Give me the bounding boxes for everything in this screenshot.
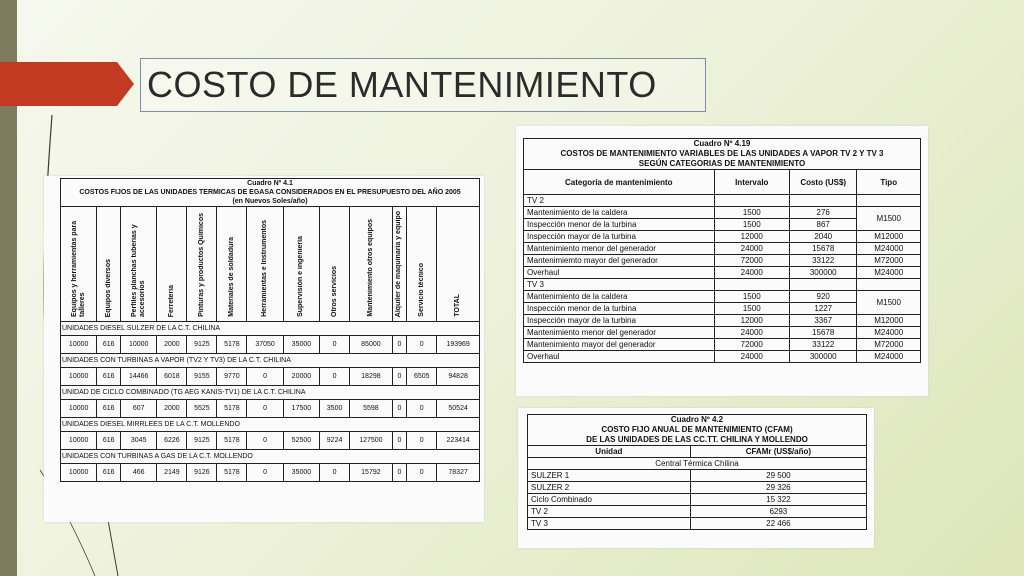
table1-cell: 0	[392, 400, 407, 418]
table3-value: 6293	[690, 506, 866, 518]
table2-row	[524, 207, 921, 219]
table3-caption	[528, 415, 867, 446]
table1-column-header	[247, 207, 283, 322]
table3-row	[528, 470, 867, 482]
table2-category: Overhaul	[524, 267, 715, 279]
table1-cell: 0	[392, 368, 407, 386]
table1-value-row	[61, 464, 480, 482]
table2-caption	[524, 139, 921, 170]
table2-category: Inspección mayor de la turbina	[524, 231, 715, 243]
table2-interval: 24000	[714, 351, 789, 363]
table1-cell: 0	[407, 336, 437, 354]
table1-caption-line: Cuadro Nº 4.1	[247, 180, 293, 187]
table2-row	[524, 255, 921, 267]
table1-group-row	[61, 450, 480, 464]
table2-row	[524, 351, 921, 363]
table2-interval: 1500	[714, 291, 789, 303]
table1-value-row	[61, 432, 480, 450]
table1-cell: 10000	[121, 336, 157, 354]
table3-header-row	[528, 446, 867, 458]
table1-cell: 0	[247, 400, 283, 418]
table2-section-label: TV 2	[524, 195, 715, 207]
table1-value-row	[61, 368, 480, 386]
table1-column-header	[217, 207, 247, 322]
table1-cell: 2000	[157, 336, 187, 354]
table1-column-header	[187, 207, 217, 322]
table1-column-header	[350, 207, 393, 322]
table2-header-row	[524, 170, 921, 195]
table1-column-header-text: Otros servicios	[330, 266, 338, 317]
table2-cost: 300000	[789, 351, 856, 363]
table3-caption-line: Cuadro Nº 4.2	[670, 415, 724, 424]
table2-section-row	[524, 279, 921, 291]
table3-value: 22 466	[690, 518, 866, 530]
table1-cell: 616	[97, 464, 121, 482]
table3-value: 29 326	[690, 482, 866, 494]
table1-column-header	[61, 207, 97, 322]
table1-cell: 85000	[350, 336, 393, 354]
table1-cell: 15792	[350, 464, 393, 482]
table2-type: M72000	[857, 255, 921, 267]
table2-row	[524, 267, 921, 279]
table1-cell: 9770	[217, 368, 247, 386]
table2-section-label: TV 3	[524, 279, 715, 291]
table1-column-header-text: Pinturas y productos Químicos	[197, 213, 205, 317]
table1-cell: 10000	[61, 464, 97, 482]
table2-cost: 1227	[789, 303, 856, 315]
table1-cell: 9126	[187, 464, 217, 482]
table1-value-row	[61, 336, 480, 354]
table2-category: Inspección menor de la turbina	[524, 219, 715, 231]
table1-group-row	[61, 418, 480, 432]
table1-cell: 5525	[187, 400, 217, 418]
table2-cost: 276	[789, 207, 856, 219]
table1-column-header	[283, 207, 319, 322]
table2-category: Mantenimiento menor del generador	[524, 243, 715, 255]
table2-caption-line: COSTOS DE MANTENIMIENTO VARIABLES DE LAS UNIDADES A VAPOR TV 2 Y TV 3	[560, 149, 884, 158]
table2-cost: 920	[789, 291, 856, 303]
table1-cell: 9224	[320, 432, 350, 450]
fixed-costs-table-image	[44, 176, 484, 522]
table2-category: Mantenimiento de la caldera	[524, 207, 715, 219]
table1-group-label: UNIDAD DE CICLO COMBINADO (TG AEG KANIS-TV1) DE LA C.T. CHILINA	[61, 386, 480, 400]
table1-cell: 5178	[217, 336, 247, 354]
table1-cell: 18298	[350, 368, 393, 386]
table2-row	[524, 327, 921, 339]
table2-category: Mantenimiento menor del generador	[524, 327, 715, 339]
table1-cell: 10000	[61, 400, 97, 418]
table1-column-header-text: Herramientas e Instrumentos	[261, 220, 269, 317]
table1-cell: 10000	[61, 336, 97, 354]
table3-value: 15 322	[690, 494, 866, 506]
table1-column-header	[121, 207, 157, 322]
table1-column-header-text: Perfiles planchas tuberias y accesorios	[130, 224, 146, 317]
table2-cost: 2040	[789, 231, 856, 243]
table2-caption-line: Cuadro Nº 4.19	[693, 139, 751, 148]
table1-column-header	[437, 207, 480, 322]
table2-cell	[789, 279, 856, 291]
table1-group-row	[61, 322, 480, 336]
table1-column-header-text: Ferreteria	[167, 284, 175, 317]
table1-cell: 0	[247, 464, 283, 482]
table1-cell: 5178	[217, 400, 247, 418]
table1-cell: 0	[392, 432, 407, 450]
table2-row	[524, 231, 921, 243]
table1-cell: 6018	[157, 368, 187, 386]
title-arrow-shape	[0, 62, 134, 106]
annual-fixed-cost-table	[527, 414, 867, 530]
table1-column-header-text: Servicio técnico	[417, 263, 425, 317]
table3-row	[528, 482, 867, 494]
table1-column-header	[97, 207, 121, 322]
table1-column-header-text: Alquiler de maquinaria y equipo	[395, 210, 403, 317]
table3-section-row	[528, 458, 867, 470]
table2-cost: 33122	[789, 339, 856, 351]
table1-cell: 78327	[437, 464, 480, 482]
table2-interval: 12000	[714, 231, 789, 243]
table2-row	[524, 315, 921, 327]
table1-cell: 0	[392, 336, 407, 354]
variable-costs-table	[523, 138, 921, 363]
table2-row	[524, 339, 921, 351]
table1-cell: 0	[392, 464, 407, 482]
table1-caption	[61, 179, 480, 207]
table2-interval: 24000	[714, 267, 789, 279]
table1-cell: 0	[407, 432, 437, 450]
table2-interval: 1500	[714, 303, 789, 315]
table1-cell: 2149	[157, 464, 187, 482]
table1-header-row	[61, 207, 480, 322]
table2-cost: 3367	[789, 315, 856, 327]
table1-cell: 6505	[407, 368, 437, 386]
table2-interval: 12000	[714, 315, 789, 327]
table1-group-row	[61, 386, 480, 400]
table2-cell	[789, 195, 856, 207]
table2-cost: 33122	[789, 255, 856, 267]
table3-unit: TV 2	[528, 506, 691, 518]
table2-type: M12000	[857, 315, 921, 327]
table2-cost: 867	[789, 219, 856, 231]
table2-category: Mantenimiento mayor del generador	[524, 339, 715, 351]
table3-unit: SULZER 2	[528, 482, 691, 494]
table2-caption-line: SEGÚN CATEGORIAS DE MANTENIMIENTO	[638, 159, 806, 168]
table2-cell	[714, 279, 789, 291]
table2-cost: 15678	[789, 327, 856, 339]
table1-column-header-text: Supervisión e ingeniería	[297, 236, 305, 317]
table2-header: Categoría de mantenimiento	[524, 170, 715, 195]
table1-cell: 37050	[247, 336, 283, 354]
table2-type: M24000	[857, 267, 921, 279]
table1-cell: 9125	[187, 432, 217, 450]
table1-group-label: UNIDADES CON TURBINAS A VAPOR (TV2 Y TV3) DE LA C.T. CHILINA	[61, 354, 480, 368]
table2-type: M12000	[857, 231, 921, 243]
table2-cell	[857, 279, 921, 291]
table1-group-label: UNIDADES DIESEL MIRRLEES DE LA C.T. MOLLENDO	[61, 418, 480, 432]
table1-cell: 0	[320, 464, 350, 482]
table1-column-header-text: Equipos y herramientas para talleres	[70, 220, 86, 317]
table1-cell: 223414	[437, 432, 480, 450]
table1-cell: 127500	[350, 432, 393, 450]
table1-cell: 9155	[187, 368, 217, 386]
table3-header: Unidad	[528, 446, 691, 458]
table1-cell: 52500	[283, 432, 319, 450]
table1-cell: 3045	[121, 432, 157, 450]
table1-group-label: UNIDADES DIESEL SULZER DE LA C.T. CHILINA	[61, 322, 480, 336]
table1-cell: 5178	[217, 464, 247, 482]
table2-interval: 1500	[714, 207, 789, 219]
table2-type: M72000	[857, 339, 921, 351]
table1-cell: 9125	[187, 336, 217, 354]
table1-cell: 0	[407, 464, 437, 482]
table2-cell	[857, 195, 921, 207]
slide-title: COSTO DE MANTENIMIENTO	[147, 64, 657, 105]
table1-cell: 193969	[437, 336, 480, 354]
table3-row	[528, 494, 867, 506]
table1-caption-line: COSTOS FIJOS DE LAS UNIDADES TERMICAS DE EGASA CONSIDERADOS EN EL PRESUPUESTO DEL AÑO 2005	[79, 189, 461, 196]
table2-cost: 15678	[789, 243, 856, 255]
table1-column-header-text: Materiales de soldadura	[227, 237, 235, 317]
table3-section-label: Central Térmica Chilina	[528, 458, 867, 470]
table3-row	[528, 506, 867, 518]
table2-row	[524, 291, 921, 303]
annual-fixed-cost-table-image	[518, 408, 874, 548]
table2-category: Overhaul	[524, 351, 715, 363]
table1-cell: 3500	[320, 400, 350, 418]
table2-type: M24000	[857, 351, 921, 363]
table1-cell: 0	[407, 400, 437, 418]
table2-type: M24000	[857, 243, 921, 255]
table1-cell: 466	[121, 464, 157, 482]
table2-category: Inspección mayor de la turbina	[524, 315, 715, 327]
table2-interval: 24000	[714, 327, 789, 339]
table3-value: 29 500	[690, 470, 866, 482]
table1-group-row	[61, 354, 480, 368]
table1-cell: 0	[247, 368, 283, 386]
table2-category: Mantenimiemto mayor del generador	[524, 255, 715, 267]
table1-caption-line: (en Nuevos Soles/año)	[232, 198, 308, 205]
table1-cell: 94828	[437, 368, 480, 386]
table3-caption-line: DE LAS UNIDADES DE LAS CC.TT. CHILINA Y MOLLENDO	[586, 435, 808, 444]
table1-value-row	[61, 400, 480, 418]
table3-caption-line: COSTO FIJO ANUAL DE MANTENIMIENTO (CFAM)	[601, 425, 793, 434]
table2-section-row	[524, 195, 921, 207]
table1-cell: 0	[247, 432, 283, 450]
table1-cell: 616	[97, 432, 121, 450]
table1-cell: 616	[97, 400, 121, 418]
table2-header: Tipo	[857, 170, 921, 195]
table1-cell: 6226	[157, 432, 187, 450]
table1-cell: 14466	[121, 368, 157, 386]
table2-row	[524, 243, 921, 255]
table2-header: Costo (US$)	[789, 170, 856, 195]
table2-header: Intervalo	[714, 170, 789, 195]
table2-interval: 72000	[714, 255, 789, 267]
table2-category: Inspección menor de la turbina	[524, 303, 715, 315]
table1-cell: 607	[121, 400, 157, 418]
table1-cell: 35000	[283, 336, 319, 354]
table2-category: Mantenimiento de la caldera	[524, 291, 715, 303]
table1-cell: 5598	[350, 400, 393, 418]
table1-cell: 616	[97, 368, 121, 386]
table1-cell: 10000	[61, 368, 97, 386]
table3-header: CFAMr (US$/año)	[690, 446, 866, 458]
table1-cell: 35000	[283, 464, 319, 482]
table2-cost: 300000	[789, 267, 856, 279]
table2-type: M1500	[857, 291, 921, 315]
fixed-costs-table	[60, 178, 480, 482]
table1-column-header-text: Mantenimiento otros equipos	[366, 219, 374, 317]
table1-cell: 2000	[157, 400, 187, 418]
table1-column-header	[157, 207, 187, 322]
table1-cell: 5178	[217, 432, 247, 450]
table1-column-header	[320, 207, 350, 322]
table3-unit: TV 3	[528, 518, 691, 530]
table1-cell: 20000	[283, 368, 319, 386]
table1-column-header-text: Equipos diversos	[104, 258, 112, 317]
table3-unit: SULZER 1	[528, 470, 691, 482]
table2-cell	[714, 195, 789, 207]
table1-cell: 10000	[61, 432, 97, 450]
table2-interval: 72000	[714, 339, 789, 351]
variable-costs-table-image	[516, 126, 928, 396]
table2-interval: 24000	[714, 243, 789, 255]
table1-column-header	[407, 207, 437, 322]
table2-type: M1500	[857, 207, 921, 231]
table3-unit: Ciclo Combinado	[528, 494, 691, 506]
table1-cell: 0	[320, 368, 350, 386]
table1-cell: 616	[97, 336, 121, 354]
table1-column-header	[392, 207, 407, 322]
table3-row	[528, 518, 867, 530]
table1-column-header-text: TOTAL	[454, 294, 462, 317]
table2-type: M24000	[857, 327, 921, 339]
table1-group-label: UNIDADES CON TURBINAS A GAS DE LA C.T. MOLLENDO	[61, 450, 480, 464]
table1-cell: 17500	[283, 400, 319, 418]
table2-interval: 1500	[714, 219, 789, 231]
table1-cell: 50524	[437, 400, 480, 418]
table1-cell: 0	[320, 336, 350, 354]
